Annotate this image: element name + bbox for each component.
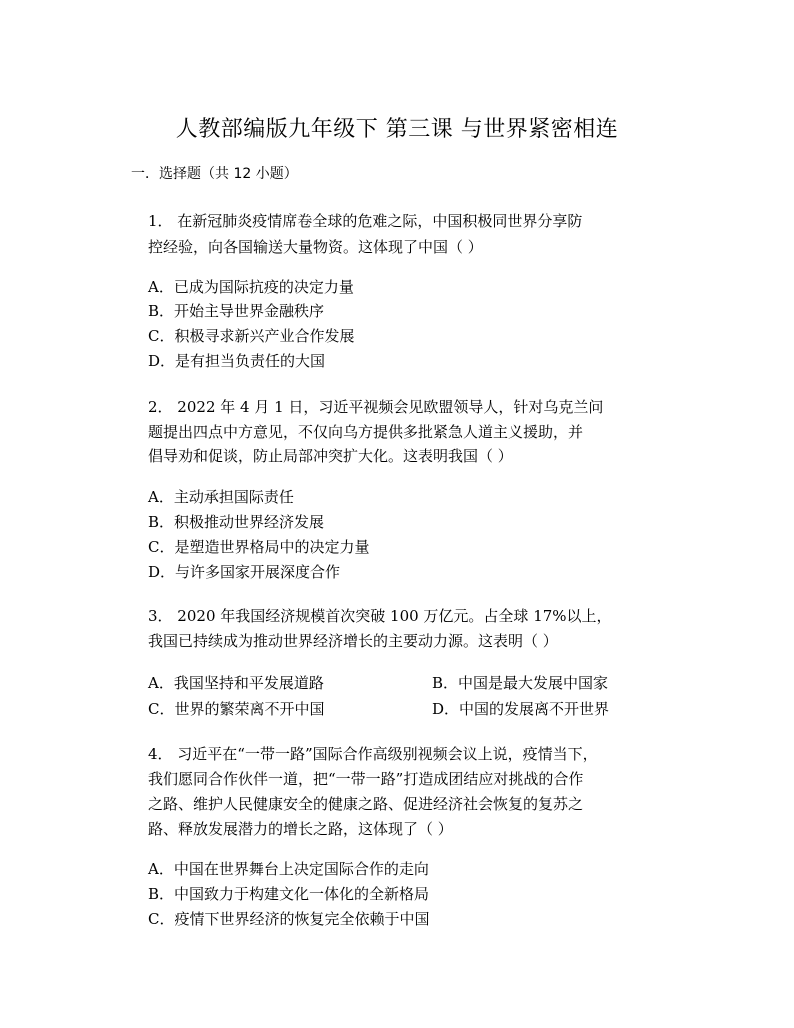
question-1-option-b: B．开始主导世界金融秩序 <box>148 302 325 320</box>
question-2-stem-line-3: 倡导劝和促谈，防止局部冲突扩大化。这表明我国（ ） <box>148 447 513 465</box>
question-4-option-c: C．疫情下世界经济的恢复完全依赖于中国 <box>148 910 430 928</box>
question-3-option-b: B．中国是最大发展中国家 <box>432 674 609 692</box>
question-1-option-a: A．已成为国际抗疫的决定力量 <box>148 278 354 296</box>
question-4-stem-line-1: 4． 习近平在“一带一路”国际合作高级别视频会议上说，疫情当下， <box>148 745 598 763</box>
section-heading: 一．选择题（共 12 小题） <box>131 166 298 182</box>
question-3-option-a: A．我国坚持和平发展道路 <box>148 674 324 692</box>
question-2-option-c: C．是塑造世界格局中的决定力量 <box>148 538 370 556</box>
question-2-option-d: D．与许多国家开展深度合作 <box>148 563 341 581</box>
document-title: 人教部编版九年级下 第三课 与世界紧密相连 <box>175 117 619 142</box>
question-2-option-a: A．主动承担国际责任 <box>148 488 294 506</box>
question-1-stem-line-2: 控经验，向各国输送大量物资。这体现了中国（ ） <box>148 238 483 256</box>
question-4-option-b: B．中国致力于构建文化一体化的全新格局 <box>148 885 430 903</box>
question-4-stem-line-4: 路、释放发展潜力的增长之路，这体现了（ ） <box>148 820 453 838</box>
question-3-stem-line-2: 我国已持续成为推动世界经济增长的主要动力源。这表明（ ） <box>148 632 558 650</box>
question-4-stem-line-3: 之路、维护人民健康安全的健康之路、促进经济社会恢复的复苏之 <box>148 795 584 813</box>
question-3-stem-line-1: 3． 2020 年我国经济规模首次突破 100 万亿元。占全球 17%以上， <box>148 607 612 625</box>
question-4-option-a: A．中国在世界舞台上决定国际合作的走向 <box>148 860 429 878</box>
question-2-stem-line-1: 2． 2022 年 4 月 1 日，习近平视频会见欧盟领导人，针对乌克兰问 <box>148 398 604 416</box>
question-1-stem-line-1: 1． 在新冠肺炎疫情席卷全球的危难之际，中国积极同世界分享防 <box>148 212 583 230</box>
question-1-option-d: D．是有担当负责任的大国 <box>148 352 326 370</box>
question-2-stem-line-2: 题提出四点中方意见，不仅向乌方提供多批紧急人道主义援助，并 <box>148 423 584 441</box>
question-3-option-c: C．世界的繁荣离不开中国 <box>148 700 325 718</box>
question-4-stem-line-2: 我们愿同合作伙伴一道，把“一带一路”打造成团结应对挑战的合作 <box>148 770 584 788</box>
question-2-option-b: B．积极推动世界经济发展 <box>148 513 325 531</box>
question-3-option-d: D．中国的发展离不开世界 <box>432 700 610 718</box>
question-1-option-c: C．积极寻求新兴产业合作发展 <box>148 327 355 345</box>
